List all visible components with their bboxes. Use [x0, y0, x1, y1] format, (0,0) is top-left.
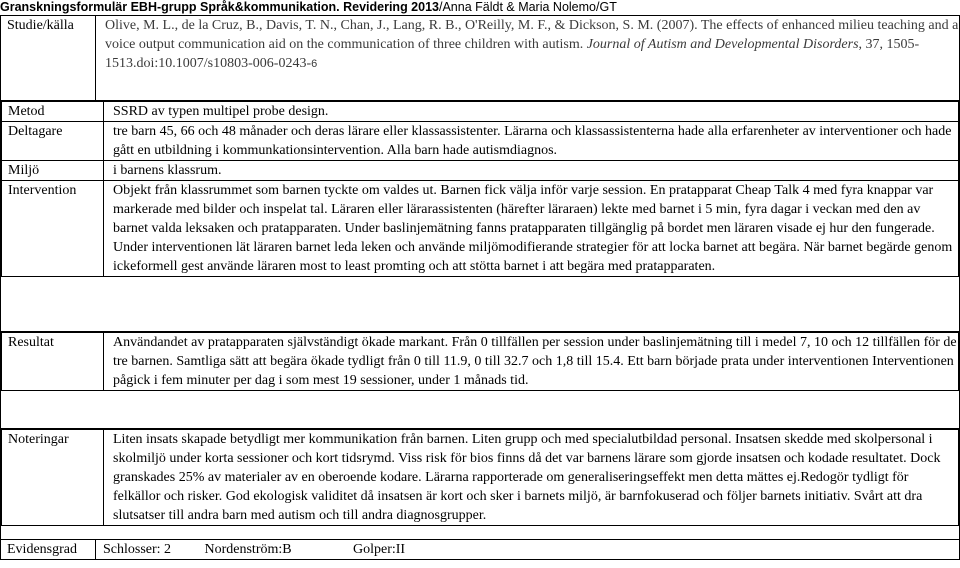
environment-row	[2, 161, 959, 181]
review-form-table	[0, 15, 960, 560]
notes-block-row	[1, 429, 960, 540]
evidence-schlosser: Schlosser: 2	[103, 542, 172, 557]
intervention-label: Intervention	[2, 181, 104, 277]
results-label: Resultat	[2, 333, 104, 391]
source-row	[1, 16, 960, 101]
notes-text: Liten insats skapade betydligt mer kommunikation från barnen. Liten grupp och med specialutbildad personal. Insatsen skedde med skolpersonal i skolmiljö under korta sessioner och kort tidsrymd. Viss risk för bios finns då det var barnens lärare som gjorde insatsen och kodade resultatet. Dock granskades 25% av materialer av en oberoende kodare. Lärarna rapporterade om generaliseringseffekt men detta mättes ej.Redogör tydligt för felkällor och risker. God ekologisk validitet då insatsen är kort och sker i barnets miljö, är barnfokuserad och följer barnets initiativ. Svårt att dra slutsatser till andra barn med autism och till andra diagnosgrupper.	[104, 430, 959, 526]
method-label: Metod	[2, 102, 104, 122]
intervention-row	[2, 181, 959, 277]
notes-block	[1, 429, 960, 540]
method-block	[1, 101, 960, 332]
results-block	[1, 332, 960, 429]
evidence-values	[96, 540, 960, 560]
citation-volume: , 37, 1505-1513.doi:10.1007/s10803-006-0243-	[105, 37, 920, 71]
header-title: Granskningsformulär EBH-grupp Språk&kommunikation. Revidering 2013	[0, 0, 439, 14]
notes-row	[2, 430, 959, 526]
results-block-row	[1, 332, 960, 429]
method-block-row	[1, 101, 960, 332]
environment-label: Miljö	[2, 161, 104, 181]
evidence-row	[1, 540, 960, 560]
results-inner-table	[1, 332, 959, 391]
evidence-nordenstrom: Nordenström:B	[204, 542, 292, 557]
citation-authors: Olive, M. L., de la Cruz, B., Davis, T. N., Chan, J., Lang, R. B., O'Reilly, M. F., & Dickson, S. M. (2007). The effects of enhanced milieu teaching and a voice output communication aid on the communication of three children with autism.	[105, 18, 959, 52]
environment-text: i barnens klassrum.	[104, 161, 959, 181]
header-authors: /Anna Fäldt & Maria Nolemo/GT	[438, 0, 617, 14]
method-text: SSRD av typen multipel probe design.	[104, 102, 959, 122]
evidence-label: Evidensgrad	[1, 540, 96, 560]
results-text: Användandet av pratapparaten självständigt ökade markant. Från 0 tillfällen per session under baslinjemätning till i medel 7, 10 och 12 tillfällen för de tre barnen. Samtliga sätt att begära ökade tydligt från 0 till 11.9, 0 till 32.7 och 1,8 till 15.4. Ett barn började prata under interventionen Interventionen pågick i fem minuter per dag i som mest 19 sessioner, under 1 månads tid.	[104, 333, 959, 391]
source-citation	[96, 16, 960, 101]
notes-label: Noteringar	[2, 430, 104, 526]
notes-inner-table	[1, 429, 959, 526]
intervention-text: Objekt från klassrummet som barnen tyckte om valdes ut. Barnen fick välja inför varje session. En pratapparat Cheap Talk 4 med fyra knappar var markerade med bilder och inspelat tal. Läraren eller lärarassistenten (härefter läraraen) lekte med barnet i 5 min, fyra dagar i veckan med den av barnet valda leksaken och pratapparaten. Under baslinjemätning fanns pratapparaten tillgänglig på bordet men läraren visade ej hur den fungerade. Under interventionen lät läraren barnet leda leken och använde miljömodifierande strategier för att locka barnet att begära. När barnet begärde genom ickeformell gest använde läraren most to least promting och att stötta barnet i att begära med pratapparaten.	[104, 181, 959, 277]
participants-row	[2, 122, 959, 161]
results-row	[2, 333, 959, 391]
participants-label: Deltagare	[2, 122, 104, 161]
participants-text: tre barn 45, 66 och 48 månader och deras lärare eller klassassistenter. Lärarna och klassassistenterna hade alla erfarenheter av interventioner och hade gått en utbildning i kommunkationsintervention. Alla barn hade autismdiagnos.	[104, 122, 959, 161]
method-row	[2, 102, 959, 122]
document-header	[0, 0, 960, 14]
citation-journal: Journal of Autism and Developmental Disorders	[586, 37, 859, 52]
evidence-golper: Golper:II	[353, 542, 406, 557]
method-inner-table	[1, 101, 959, 277]
citation-doi-end: 6	[311, 58, 318, 70]
source-label: Studie/källa	[1, 16, 96, 101]
